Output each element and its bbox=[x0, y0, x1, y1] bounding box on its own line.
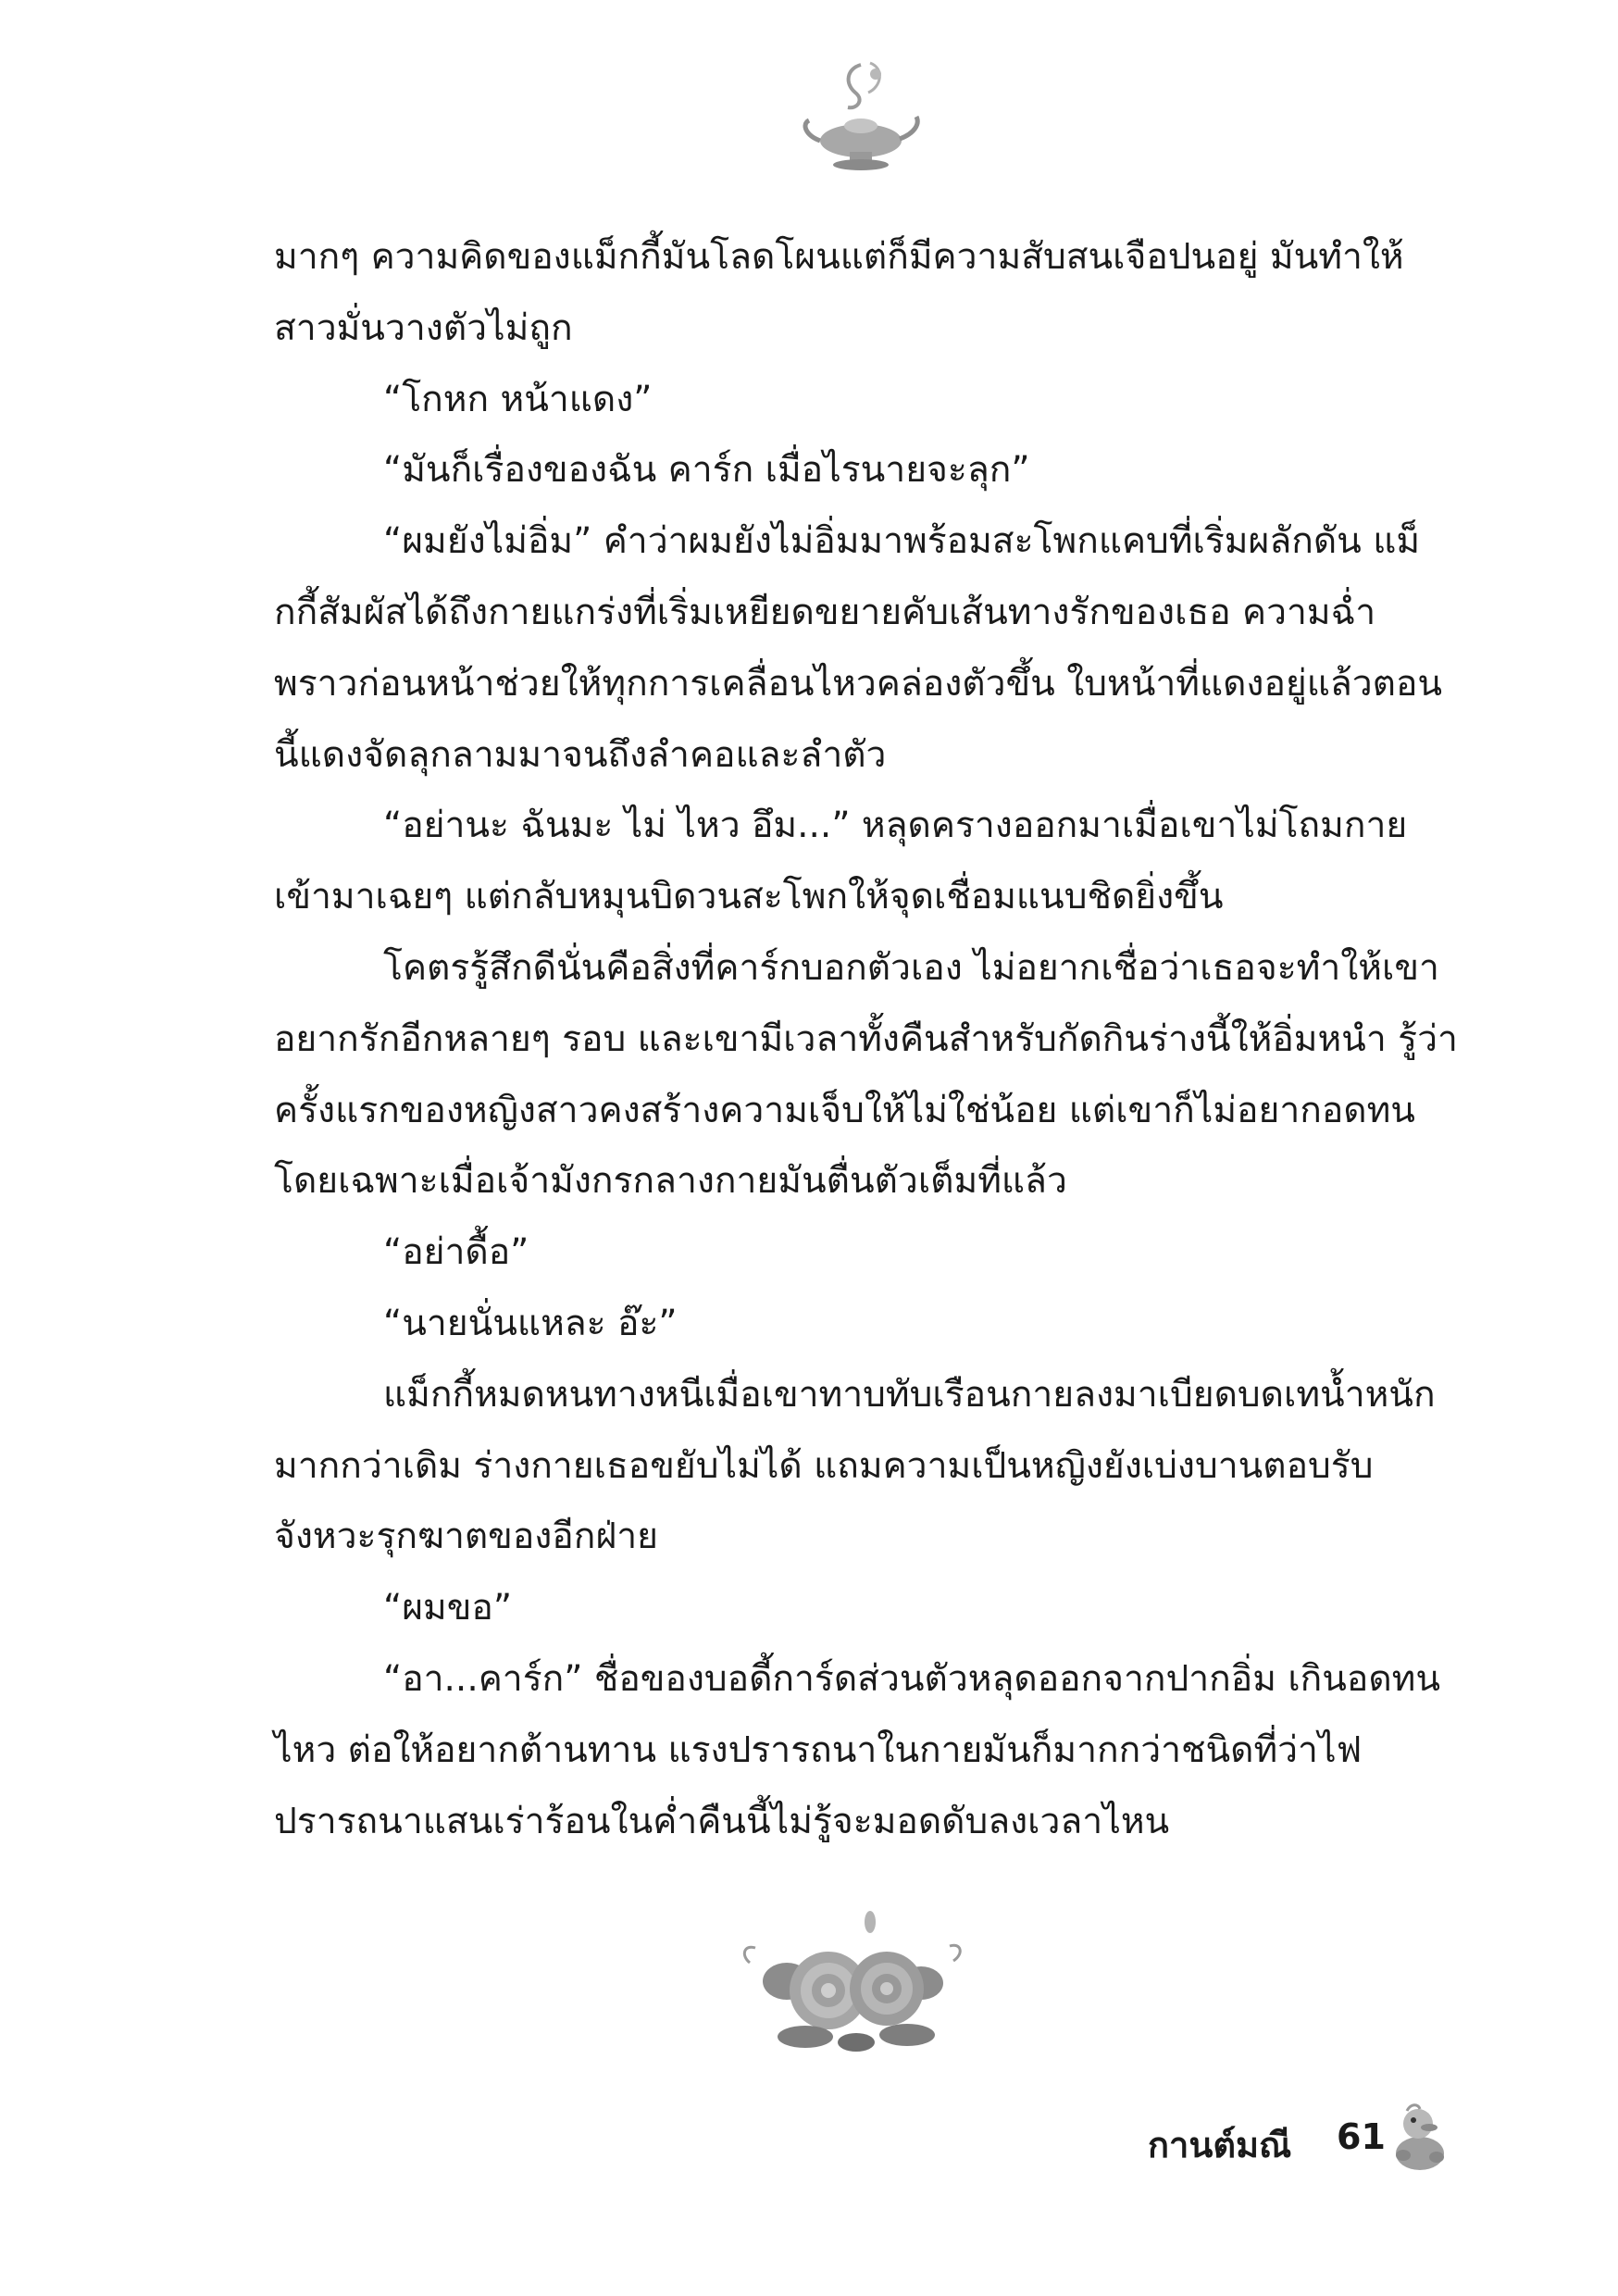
duck-icon bbox=[1390, 2102, 1450, 2174]
page-number: 61 bbox=[1337, 2116, 1386, 2157]
genie-lamp-icon bbox=[796, 56, 926, 176]
rose-bouquet-icon bbox=[731, 1907, 972, 2065]
paragraph: “อย่านะ ฉันมะ ไม่ ไหว อึม...” หลุดครางออกมาเมื่อเขาไม่โถมกายเข้ามาเฉยๆ แต่กลับหมุนบิดวนสะโพกให้จุดเชื่อมแนบชิดยิ่งขึ้น bbox=[274, 805, 1408, 918]
paragraph: “ผมยังไม่อิ่ม” คำว่าผมยังไม่อิ่มมาพร้อมสะโพกแคบที่เริ่มผลักดัน แม็กกี้สัมผัสได้ถึงกายแกร่งที่เริ่มเหยียดขยายคับเส้นทางรักของเธอ ความฉ่ำพราวก่อนหน้าช่วยให้ทุกการเคลื่อนไหวคล่องตัวขึ้น ใบหน้าที่แดงอยู่แล้วตอนนี้แดงจัดลุกลามมาจนถึงลำคอและลำตัว bbox=[274, 520, 1443, 776]
paragraph: แม็กกี้หมดหนทางหนีเมื่อเขาทาบทับเรือนกายลงมาเบียดบดเทน้ำหนักมากกว่าเดิม ร่างกายเธอขยับไม่ได้ แถมความเป็นหญิงยังเบ่งบานตอบรับจังหวะรุกฆาตของอีกฝ่าย bbox=[274, 1373, 1436, 1558]
paragraph: “อา...คาร์ก” ชื่อของบอดี้การ์ดส่วนตัวหลุดออกจากปากอิ่ม เกินอดทนไหว ต่อให้อยากต้านทาน แรงปรารถนาในกายมันก็มากกว่าชนิดที่ว่าไฟปรารถนาแสนเร่าร้อนในค่ำคืนนี้ไม่รู้จะมอดดับลงเวลาไหน bbox=[274, 1657, 1441, 1842]
paragraph: “โกหก หน้าแดง” bbox=[383, 378, 653, 420]
paragraph: “อย่าดื้อ” bbox=[383, 1231, 529, 1274]
paragraph: มากๆ ความคิดของแม็กกี้มันโลดโผนแต่ก็มีความสับสนเจือปนอยู่ มันทำให้สาวมั่นวางตัวไม่ถูก bbox=[274, 236, 1404, 349]
paragraph: “นายนั่นแหละ อ๊ะ” bbox=[383, 1302, 678, 1344]
page-footer bbox=[1111, 2102, 1481, 2185]
paragraph: “ผมขอ” bbox=[383, 1587, 513, 1629]
book-title: กานต์มณี bbox=[1148, 2125, 1292, 2165]
paragraph: โคตรรู้สึกดีนั่นคือสิ่งที่คาร์กบอกตัวเอง ไม่อยากเชื่อว่าเธอจะทำให้เขาอยากรักอีกหลายๆ รอบ และเขามีเวลาทั้งคืนสำหรับกัดกินร่างนี้ให้อิ่มหนำ รู้ว่าครั้งแรกของหญิงสาวคงสร้างความเจ็บให้ไม่ใช่น้อย แต่เขาก็ไม่อยากอดทน โดยเฉพาะเมื่อเจ้ามังกรกลางกายมันตื่นตัวเต็มที่แล้ว bbox=[274, 946, 1458, 1203]
paragraph: “มันก็เรื่องของฉัน คาร์ก เมื่อไรนายจะลุก” bbox=[383, 449, 1030, 492]
body-text bbox=[274, 222, 1459, 1857]
